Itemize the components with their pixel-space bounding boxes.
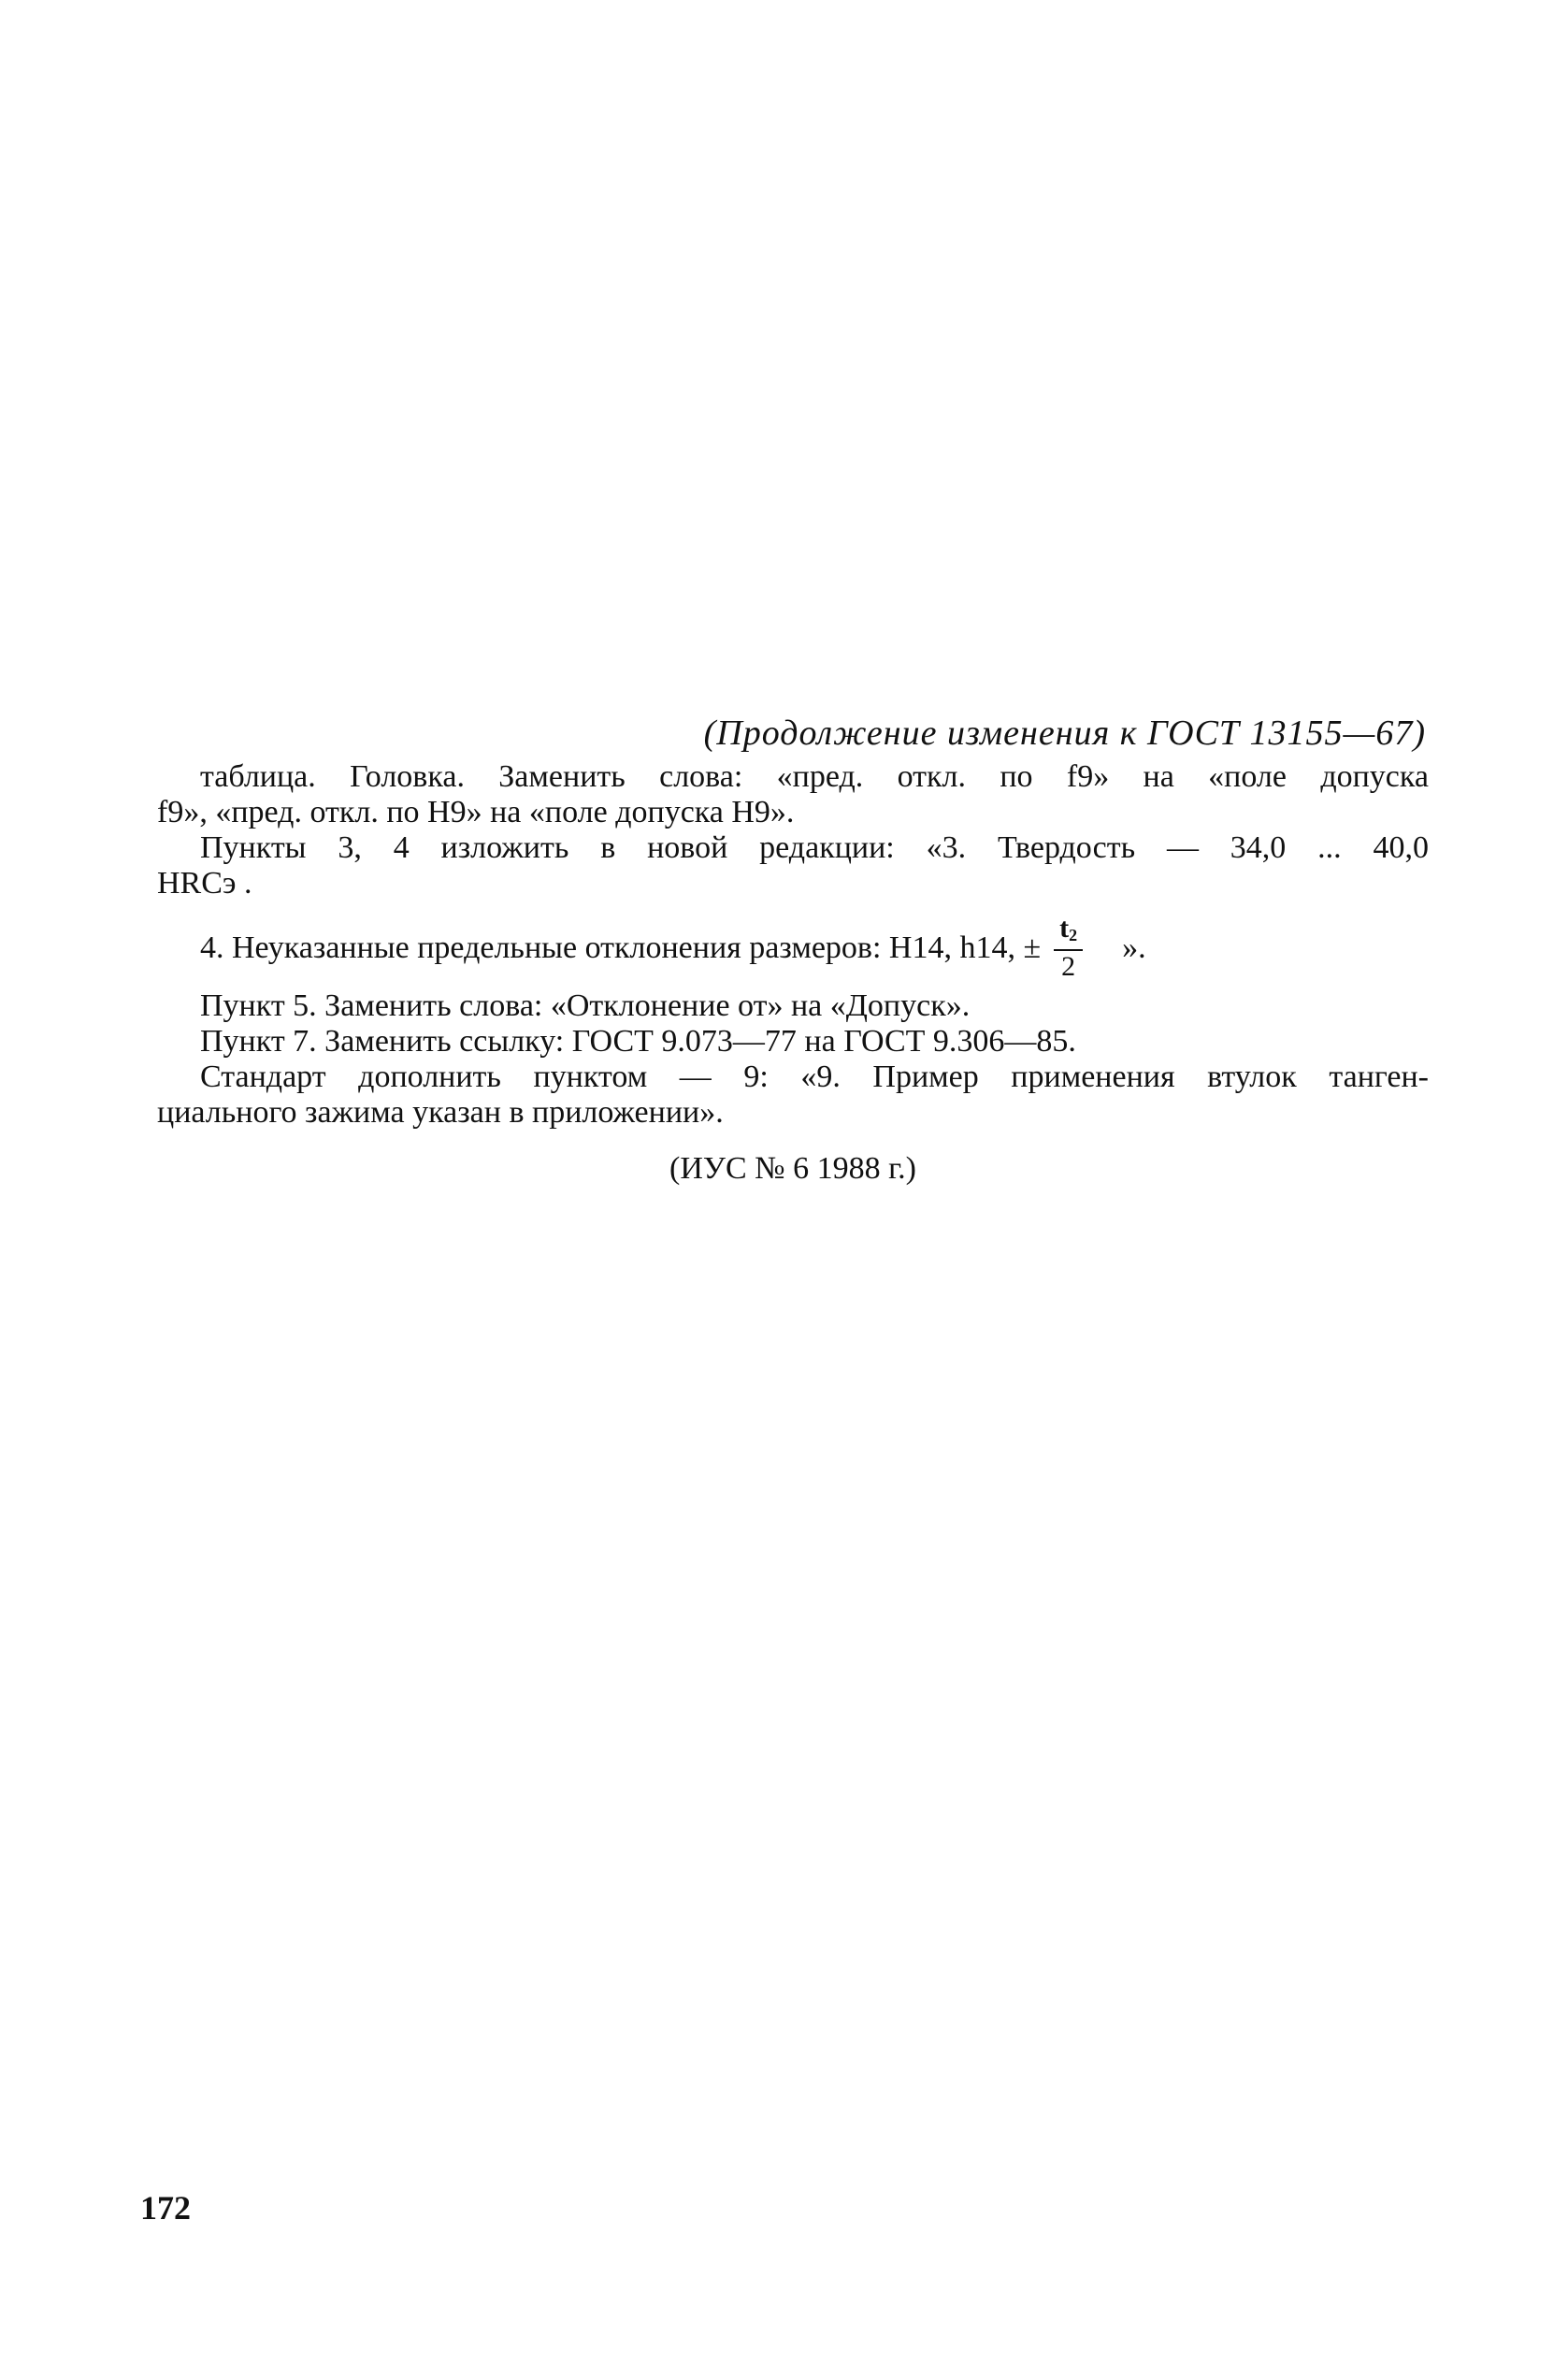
text-line: Пункт 7. Заменить ссылку: ГОСТ 9.073—77 на ГОСТ 9.306—85. xyxy=(200,1024,1076,1059)
text-line: HRCэ . xyxy=(157,866,252,901)
text-line: Пункт 5. Заменить слова: «Отклонение от» на «Допуск». xyxy=(200,988,971,1023)
text-line: Пункты 3, 4 изложить в новой редакции: «3. Твердость — 34,0 ... 40,0 xyxy=(200,830,1429,865)
tolerance-item xyxy=(157,915,1429,981)
tolerance-close-quote: ». xyxy=(1122,930,1146,965)
continuation-heading: (Продолжение изменения к ГОСТ 13155—67) xyxy=(703,714,1426,753)
tolerance-text: 4. Неуказанные предельные отклонения размеров: H14, h14, ± xyxy=(200,930,1042,965)
tolerance-fraction xyxy=(1054,915,1083,981)
text-line: Стандарт дополнить пунктом — 9: «9. Пример применения втулок танген- xyxy=(200,1059,1429,1094)
text-line: таблица. Головка. Заменить слова: «пред. откл. по f9» на «поле допуска xyxy=(200,759,1429,794)
source-reference: (ИУС № 6 1988 г.) xyxy=(669,1151,916,1186)
numerator-symbol: t xyxy=(1059,913,1070,944)
amendment-text xyxy=(157,759,1429,1187)
numerator-subscript: 2 xyxy=(1069,926,1078,944)
fraction-denominator: 2 xyxy=(1061,951,1076,982)
page-number: 172 xyxy=(140,2189,191,2227)
fraction-numerator xyxy=(1054,915,1083,951)
text-line: f9», «пред. откл. по H9» на «поле допуска H9». xyxy=(157,795,795,829)
text-line: циального зажима указан в приложении». xyxy=(157,1095,724,1130)
